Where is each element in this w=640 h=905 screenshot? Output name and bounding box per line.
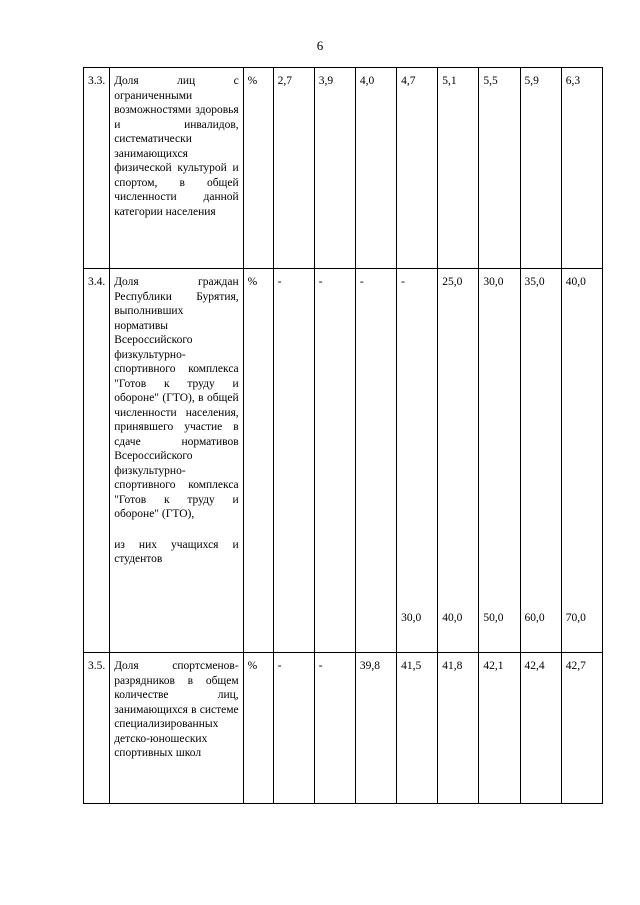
sub-value: 50,0 <box>483 611 504 624</box>
sub-value: 60,0 <box>524 611 545 624</box>
value-cell <box>397 269 438 653</box>
sub-value: 40,0 <box>442 611 463 624</box>
value: - <box>401 276 405 288</box>
value-cell: 2,7 <box>273 68 314 269</box>
row-number: 3.3. <box>84 68 110 269</box>
value-cell: 4,0 <box>355 68 396 269</box>
value: 30,0 <box>483 276 504 288</box>
value: - <box>359 276 364 288</box>
table-row <box>84 653 603 804</box>
value-cell <box>355 269 396 653</box>
unit-cell: % <box>243 653 273 804</box>
indicator-name-cell <box>110 269 243 653</box>
value-cell <box>561 269 602 653</box>
indicators-table <box>83 67 603 804</box>
value-cell: - <box>273 653 314 804</box>
value-cell: 42,7 <box>561 653 602 804</box>
indicator-name: Доля спортсменов-разрядников в общем количестве лиц, занимающихся в системе специализированных детско-юношеских спортивных школ <box>110 653 243 804</box>
indicator-subname: из них учащихся и студентов <box>114 538 239 565</box>
value-cell: 41,8 <box>438 653 479 804</box>
value-cell: 6,3 <box>561 68 602 269</box>
value: - <box>277 276 282 288</box>
sub-value: 70,0 <box>565 611 586 624</box>
page-number: 6 <box>316 38 324 53</box>
value-cell: 3,9 <box>314 68 355 269</box>
value-cell: 5,5 <box>479 68 520 269</box>
unit-cell: % <box>243 269 273 653</box>
value-cell: 4,7 <box>397 68 438 269</box>
value-cell: 39,8 <box>355 653 396 804</box>
value-cell: 41,5 <box>397 653 438 804</box>
value-cell <box>479 269 520 653</box>
value: 25,0 <box>442 276 463 288</box>
value-cell <box>273 269 314 653</box>
value-cell: 42,4 <box>520 653 561 804</box>
value: - <box>318 276 323 288</box>
value-cell <box>314 269 355 653</box>
value-cell: 5,9 <box>520 68 561 269</box>
indicator-name: Доля лиц с ограниченными возможностями здоровья и инвалидов, систематически занимающихся физической культурой и спортом, в общей численности данной категории населения <box>110 68 243 269</box>
value-cell <box>520 269 561 653</box>
row-number: 3.5. <box>84 653 110 804</box>
value-cell: 5,1 <box>438 68 479 269</box>
row-number: 3.4. <box>84 269 110 653</box>
table-row <box>84 68 603 269</box>
value: 40,0 <box>565 276 586 288</box>
table-row <box>84 269 603 653</box>
value: 35,0 <box>524 276 545 288</box>
value-cell <box>438 269 479 653</box>
unit-cell: % <box>243 68 273 269</box>
value-cell: - <box>314 653 355 804</box>
indicator-name: Доля граждан Республики Бурятия, выполнивших нормативы Всероссийского физкультурно-спортивного комплекса "Готов к труду и обороне" (ГТО), в общей численности населения, принявшего участие в сдаче нормативов Всероссийского физкультурно-спортивного комплекса "Готов к труду и обороне" (ГТО), <box>114 276 239 520</box>
sub-value: 30,0 <box>401 611 422 624</box>
value-cell: 42,1 <box>479 653 520 804</box>
